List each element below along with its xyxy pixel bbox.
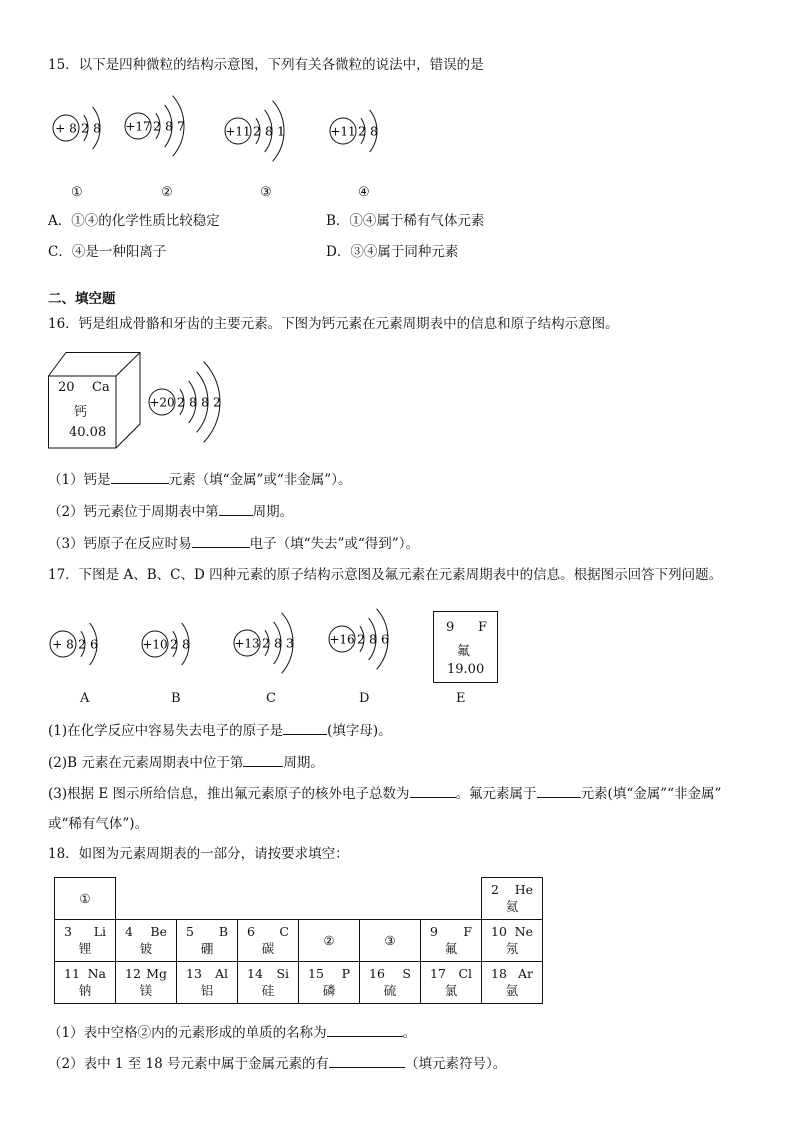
q17-blank-4[interactable] [537,785,581,798]
q17-sub1-text-a: (1)在化学反应中容易失去电子的原子是 [48,723,284,739]
nucleus-charge: + 8 [55,121,77,136]
q18-sub1 [48,1024,416,1042]
el-num: 12 [125,965,141,981]
f-name: 氟 [457,644,471,659]
q17-sub2-text-a: (2)B 元素在元素周期表中位于第 [48,755,244,771]
table-row [55,878,543,920]
q17-sub3 [48,785,721,803]
q15-option-c[interactable]: C．④是一种阳离子 [48,244,167,260]
el-name: 氩 [505,982,519,998]
shell-electron-count: 2 [81,120,89,136]
q17-sub1-text-b: (填字母)。 [327,723,392,739]
nucleus-charge: +10 [142,637,168,652]
f-number: 9 [446,620,455,635]
el-sym: Ne [514,923,533,939]
nucleus-charge: + 8 [52,637,74,652]
el-sym: Na [87,965,106,981]
shell-electron-count: 8 [370,123,378,139]
pt-cell [177,920,238,962]
q15-option-d[interactable]: D．③④属于同种元素 [326,244,459,260]
nucleus-charge: +16 [329,632,355,647]
nucleus-charge: +17 [125,119,151,134]
el-sym: Ar [517,965,533,981]
section-title: 二、填空题 [48,291,116,307]
el-num: 10 [491,923,507,939]
shell-electron-count: 8 [369,631,377,647]
pt-cell [55,920,116,962]
q18-sub1-text-a: （1）表中空格②内的元素形成的单质的名称为 [48,1025,327,1041]
q16-sub3-text-a: （3）钙原子在反应时易 [48,536,192,552]
el-num: 11 [64,965,80,981]
el-sym: Cl [458,965,472,981]
q17-sub3-text-c: 元素(填“金属”“非金属” [580,786,722,802]
q17-sub3-text-a: (3)根据 E 图示所给信息，推出氟元素原子的核外电子总数为 [48,786,410,802]
q17-sub2-text-b: 周期。 [283,755,324,771]
el-sym: F [463,923,472,939]
shell-electron-count: 2 [262,635,270,651]
el-name: 氯 [444,982,458,998]
shell-electron-count: 2 [357,631,365,647]
el-name: 镁 [139,982,153,998]
pt-cell [238,962,299,1004]
pt-cell [482,962,543,1004]
pt-cell-1: ① [55,878,116,920]
q17-stem: 17．下图是 A、B、C、D 四种元素的原子结构示意图及氟元素在元素周期表中的信息。根据图示回答下列问题。 [48,567,723,583]
atom-label: A [80,691,90,706]
atom-structure [147,357,289,447]
el-name: 硼 [200,940,214,956]
atom-label: ④ [358,185,370,200]
q16-sub1-text-a: （1）钙是 [48,472,111,488]
calcium-element-card [48,352,138,448]
el-name: 磷 [322,982,336,998]
atom-label: ② [161,185,173,200]
el-sym: Be [150,923,167,939]
q18-sub2-text-b: （填元素符号）。 [405,1056,507,1072]
q16-blank-2[interactable] [219,503,253,516]
el-name: 钠 [78,982,92,998]
el-sym: B [218,923,228,939]
nucleus-charge: +13 [234,636,260,651]
nucleus-charge: +20 [149,395,175,410]
label-e: E [456,691,466,706]
shell-electron-count: 8 [274,635,282,651]
atom-label: ① [71,185,83,200]
el-num: 3 [64,923,72,939]
pt-cell [360,962,421,1004]
pt-cell [482,920,543,962]
pt-cell-circle: ③ [360,920,421,962]
el-name: 碳 [261,940,275,956]
q18-sub2-text-a: （2）表中 1 至 18 号元素中属于金属元素的有 [48,1056,330,1072]
el-name: 氖 [505,940,519,956]
el-sym: P [341,965,350,981]
el-name: 锂 [78,940,92,956]
nucleus-charge: +11 [330,124,356,139]
q17-sub3-cont: 或“稀有气体”)。 [48,816,149,832]
pt-cell [299,962,360,1004]
shell-electron-count: 2 [253,123,261,139]
q16-sub3 [48,535,419,553]
el-name: 铍 [139,940,153,956]
q18-blank-1[interactable] [327,1024,403,1037]
el-num: 16 [369,965,385,981]
shell-electron-count: 2 [177,394,185,410]
shell-electron-count: 2 [170,636,178,652]
pt-cell [421,962,482,1004]
atom-label: C [266,691,276,706]
shell-electron-count: 8 [201,394,209,410]
shell-electron-count: 6 [381,631,389,647]
element-mass: 40.08 [69,425,107,440]
q16-blank-3[interactable] [192,535,250,548]
el-name: 氟 [444,940,458,956]
el-name: 硅 [261,982,275,998]
el-sym: Li [93,923,106,939]
el-name: 铝 [200,982,214,998]
el-name: 硫 [383,982,397,998]
q15-stem: 15．以下是四种微粒的结构示意图，下列有关各微粒的说法中，错误的是 [48,57,484,73]
f-symbol: F [478,620,488,635]
shell-electron-count: 8 [182,636,190,652]
shell-electron-count: 6 [90,636,98,652]
atom-structure [328,86,444,176]
q18-sub1-text-b: 。 [402,1025,417,1041]
pt-cell [116,920,177,962]
table-row [55,920,543,962]
q17-blank-1[interactable] [283,722,327,735]
q16-sub1 [48,471,351,489]
shell-electron-count: 2 [153,118,161,134]
pt-empty-cell [116,878,482,920]
el-sym: Mg [146,965,167,981]
shell-electron-count: 8 [165,118,173,134]
q17-blank-2[interactable] [243,754,283,767]
shell-electron-count: 2 [78,636,86,652]
shell-electron-count: 2 [213,394,221,410]
el-name: 氦 [505,898,519,914]
q15-option-a[interactable]: A．①④的化学性质比较稳定 [48,213,220,229]
el-num: 13 [186,965,202,981]
q18-blank-2[interactable] [329,1055,405,1068]
atom-label: ③ [260,185,272,200]
el-sym: S [402,965,411,981]
table-row [55,962,543,1004]
q17-sub2 [48,754,324,772]
el-sym: C [279,923,289,939]
q16-sub2-text-a: （2）钙元素位于周期表中第 [48,504,219,520]
element-symbol: Ca [92,380,110,395]
el-sym: Al [214,965,228,981]
shell-electron-count: 7 [177,118,185,134]
atom-label: B [171,691,181,706]
q16-blank-1[interactable] [111,471,169,484]
periodic-table [54,877,543,1004]
el-sym: Si [276,965,289,981]
pt-cell [421,920,482,962]
q15-option-b[interactable]: B．①④属于稀有气体元素 [326,213,485,229]
q16-sub1-text-b: 元素（填“金属”或“非金属”）。 [168,472,352,488]
el-num: 4 [125,923,133,939]
q16-stem: 16．钙是组成骨骼和牙齿的主要元素。下图为钙元素在元素周期表中的信息和原子结构示意图。 [48,316,619,332]
el-num: 14 [247,965,263,981]
atom-label: D [359,691,370,706]
q16-sub2-text-b: 周期。 [252,504,294,520]
shell-electron-count: 8 [265,123,273,139]
pt-cell [116,962,177,1004]
el-num: 18 [491,965,507,981]
el-num: 5 [186,923,194,939]
pt-cell [55,962,116,1004]
q18-sub2 [48,1055,506,1073]
el-sym: He [514,881,533,897]
pt-cell-circle: ② [299,920,360,962]
shell-electron-count: 3 [286,635,294,651]
el-num: 2 [491,881,499,897]
nucleus-charge: +11 [225,124,251,139]
el-num: 6 [247,923,255,939]
q17-sub3-text-b: 。氟元素属于 [455,786,537,802]
el-num: 15 [308,965,324,981]
shell-electron-count: 8 [189,394,197,410]
atom-structure [327,594,456,684]
shell-electron-count: 8 [93,120,101,136]
el-num: 17 [430,965,446,981]
el-num: 9 [430,923,438,939]
q17-sub1 [48,722,392,740]
q17-blank-3[interactable] [410,785,456,798]
pt-cell [238,920,299,962]
shell-electron-count: 2 [358,123,366,139]
q18-stem: 18．如图为元素周期表的一部分，请按要求填空： [48,846,349,862]
q16-sub3-text-b: 电子（填“失去”或“得到”）。 [249,536,419,552]
f-mass: 19.00 [447,662,485,677]
pt-cell-he [482,878,543,920]
element-name: 钙 [74,405,88,420]
pt-cell [177,962,238,1004]
element-number: 20 [58,380,75,395]
shell-electron-count: 1 [277,123,285,139]
q16-sub2 [48,503,293,521]
